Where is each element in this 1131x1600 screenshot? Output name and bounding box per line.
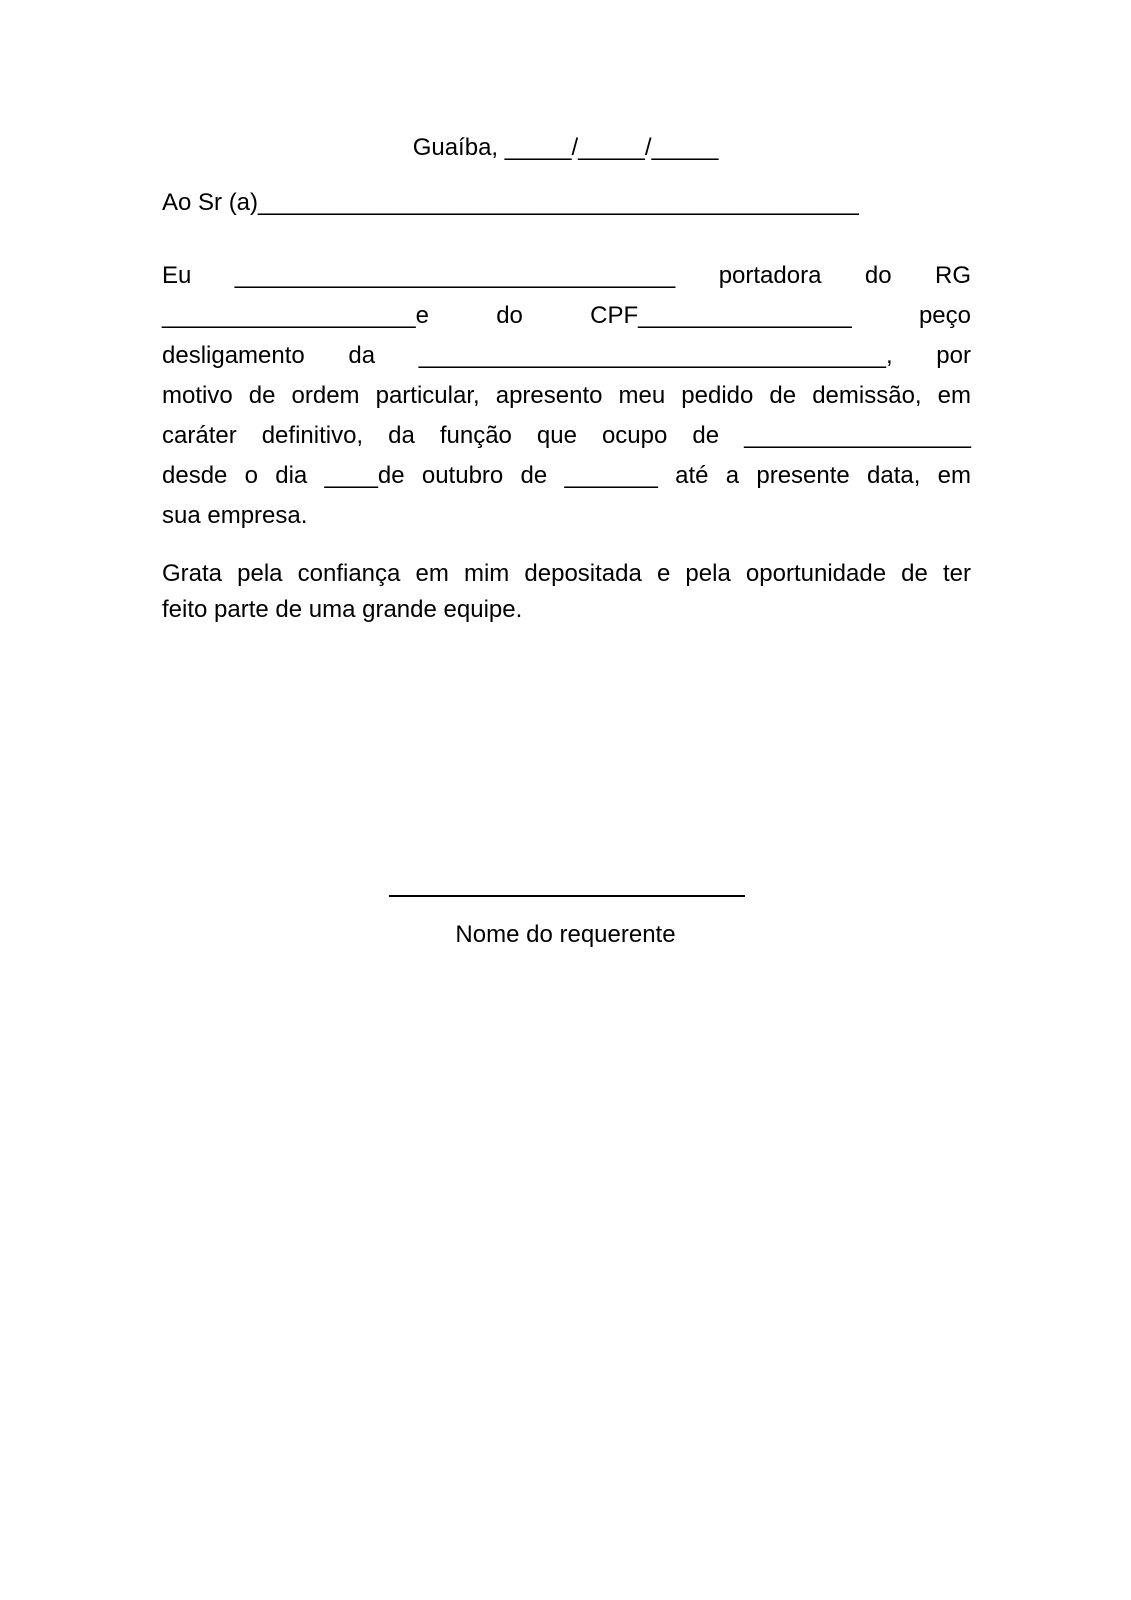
date-line: Guaíba, _____/_____/_____ bbox=[412, 134, 719, 161]
paragraph-line: motivo de ordem particular, apresento meu pedido de demissão, em bbox=[162, 382, 971, 409]
paragraph-line: desligamento da ___________________________________, por bbox=[162, 342, 971, 369]
signature-line bbox=[389, 895, 745, 897]
paragraph-line: caráter definitivo, da função que ocupo de _________________ bbox=[162, 422, 971, 449]
paragraph-line: feito parte de uma grande equipe. bbox=[162, 596, 523, 623]
paragraph-line: ___________________e do CPF________________ peço bbox=[162, 302, 971, 329]
paragraph-line: desde o dia ____de outubro de _______ até a presente data, em bbox=[162, 462, 971, 489]
resignation-paragraph bbox=[162, 256, 971, 536]
paragraph-line: Grata pela confiança em mim depositada e pela oportunidade de ter bbox=[162, 560, 971, 587]
signature-name-label: Nome do requerente bbox=[455, 921, 676, 948]
gratitude-paragraph bbox=[162, 556, 971, 628]
paragraph-line: Eu _________________________________ portadora do RG bbox=[162, 262, 971, 289]
paragraph-line: sua empresa. bbox=[162, 502, 308, 529]
salutation-line: Ao Sr (a)_____________________________________________ bbox=[162, 189, 859, 216]
